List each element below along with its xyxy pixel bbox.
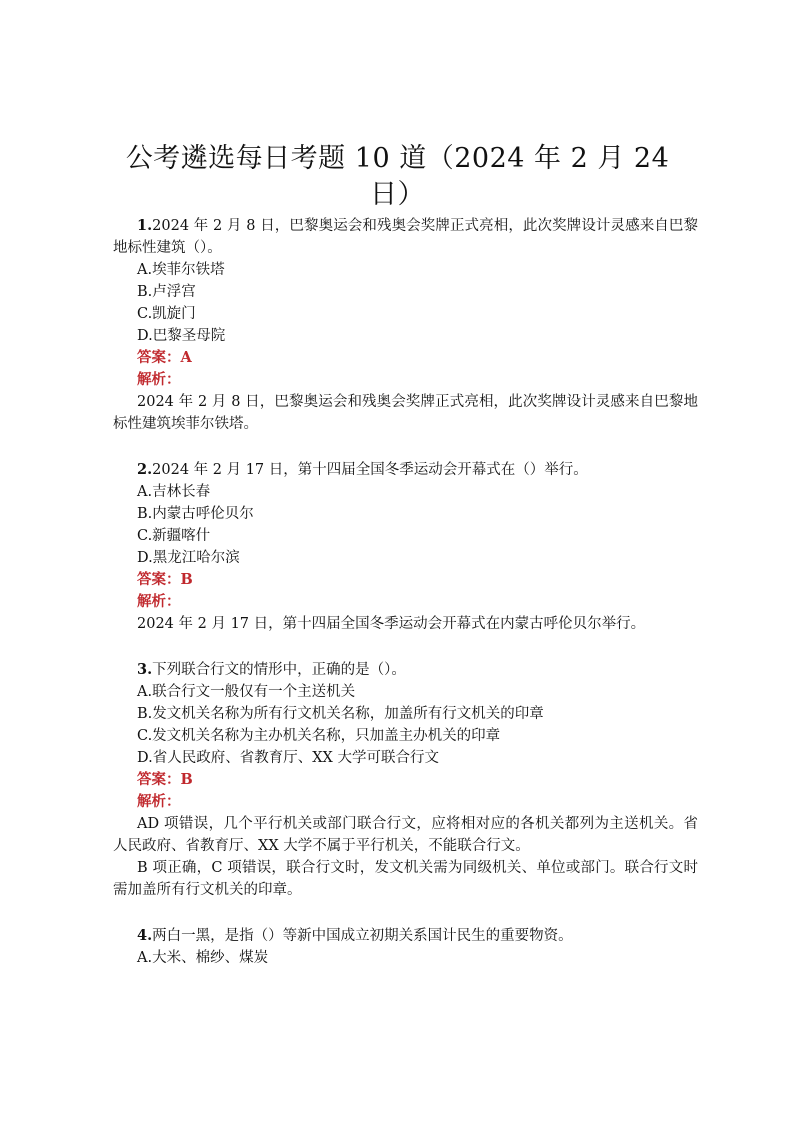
answer-line — [113, 569, 698, 591]
question-text: 两白一黑，是指（）等新中国成立初期关系国计民生的重要物资。 — [152, 928, 573, 944]
option-a: A.联合行文一般仅有一个主送机关 — [137, 684, 356, 700]
question-number: 3. — [137, 661, 153, 678]
question-number: 4. — [137, 927, 153, 944]
page-title: 公考遴选每日考题 10 道（2024 年 2 月 24 日） — [125, 143, 670, 210]
answer-label: 答案： — [137, 349, 181, 366]
option-b: B.内蒙古呼伦贝尔 — [137, 506, 254, 522]
analysis-label: 解析： — [137, 371, 181, 388]
spacer — [113, 435, 698, 459]
option-a: A.埃菲尔铁塔 — [137, 262, 225, 278]
option-d: D.省人民政府、省教育厅、XX 大学可联合行文 — [137, 750, 439, 766]
questions-content — [113, 215, 698, 969]
option-a: A.吉林长春 — [137, 484, 211, 500]
question-text: 2024 年 2 月 8 日，巴黎奥运会和残奥会奖牌正式亮相，此次奖牌设计灵感来自巴黎地标性建筑（）。 — [113, 218, 698, 256]
spacer — [113, 901, 698, 925]
option-c: C.新疆喀什 — [137, 528, 211, 544]
answer-value: B — [180, 771, 193, 788]
question-stem — [113, 925, 698, 947]
question-3 — [113, 659, 698, 901]
analysis-label: 解析： — [137, 593, 181, 610]
question-4 — [113, 925, 698, 969]
answer-line — [113, 769, 698, 791]
question-2 — [113, 459, 698, 635]
option-a: A.大米、棉纱、煤炭 — [137, 950, 269, 966]
option-c: C.发文机关名称为主办机关名称，只加盖主办机关的印章 — [137, 728, 501, 744]
answer-label: 答案： — [137, 571, 181, 588]
question-stem — [113, 659, 698, 681]
answer-line — [113, 347, 698, 369]
analysis-label: 解析： — [137, 793, 181, 810]
question-text: 2024 年 2 月 17 日，第十四届全国冬季运动会开幕式在（）举行。 — [152, 462, 588, 478]
answer-label: 答案： — [137, 771, 181, 788]
question-1 — [113, 215, 698, 435]
option-b: B.发文机关名称为所有行文机关名称，加盖所有行文机关的印章 — [137, 706, 544, 722]
answer-value: B — [180, 571, 193, 588]
analysis-text: 2024 年 2 月 17 日，第十四届全国冬季运动会开幕式在内蒙古呼伦贝尔举行。 — [137, 616, 646, 632]
question-stem — [113, 215, 698, 259]
question-stem — [113, 459, 698, 481]
question-number: 2. — [137, 461, 153, 478]
option-b: B.卢浮宫 — [137, 284, 196, 300]
option-c: C.凯旋门 — [137, 306, 196, 322]
analysis-text: B 项正确，C 项错误，联合行文时，发文机关需为同级机关、单位或部门。联合行文时需加盖所有行文机关的印章。 — [113, 860, 698, 898]
question-number: 1. — [137, 217, 153, 234]
option-d: D.黑龙江哈尔滨 — [137, 550, 240, 566]
option-d: D.巴黎圣母院 — [137, 328, 226, 344]
spacer — [113, 635, 698, 659]
answer-value: A — [180, 349, 192, 366]
analysis-text: 2024 年 2 月 8 日，巴黎奥运会和残奥会奖牌正式亮相，此次奖牌设计灵感来自巴黎地标性建筑埃菲尔铁塔。 — [113, 394, 698, 432]
analysis-text: AD 项错误，几个平行机关或部门联合行文，应将相对应的各机关都列为主送机关。省人民政府、省教育厅、XX 大学不属于平行机关，不能联合行文。 — [113, 816, 698, 854]
question-text: 下列联合行文的情形中，正确的是（）。 — [152, 662, 406, 678]
